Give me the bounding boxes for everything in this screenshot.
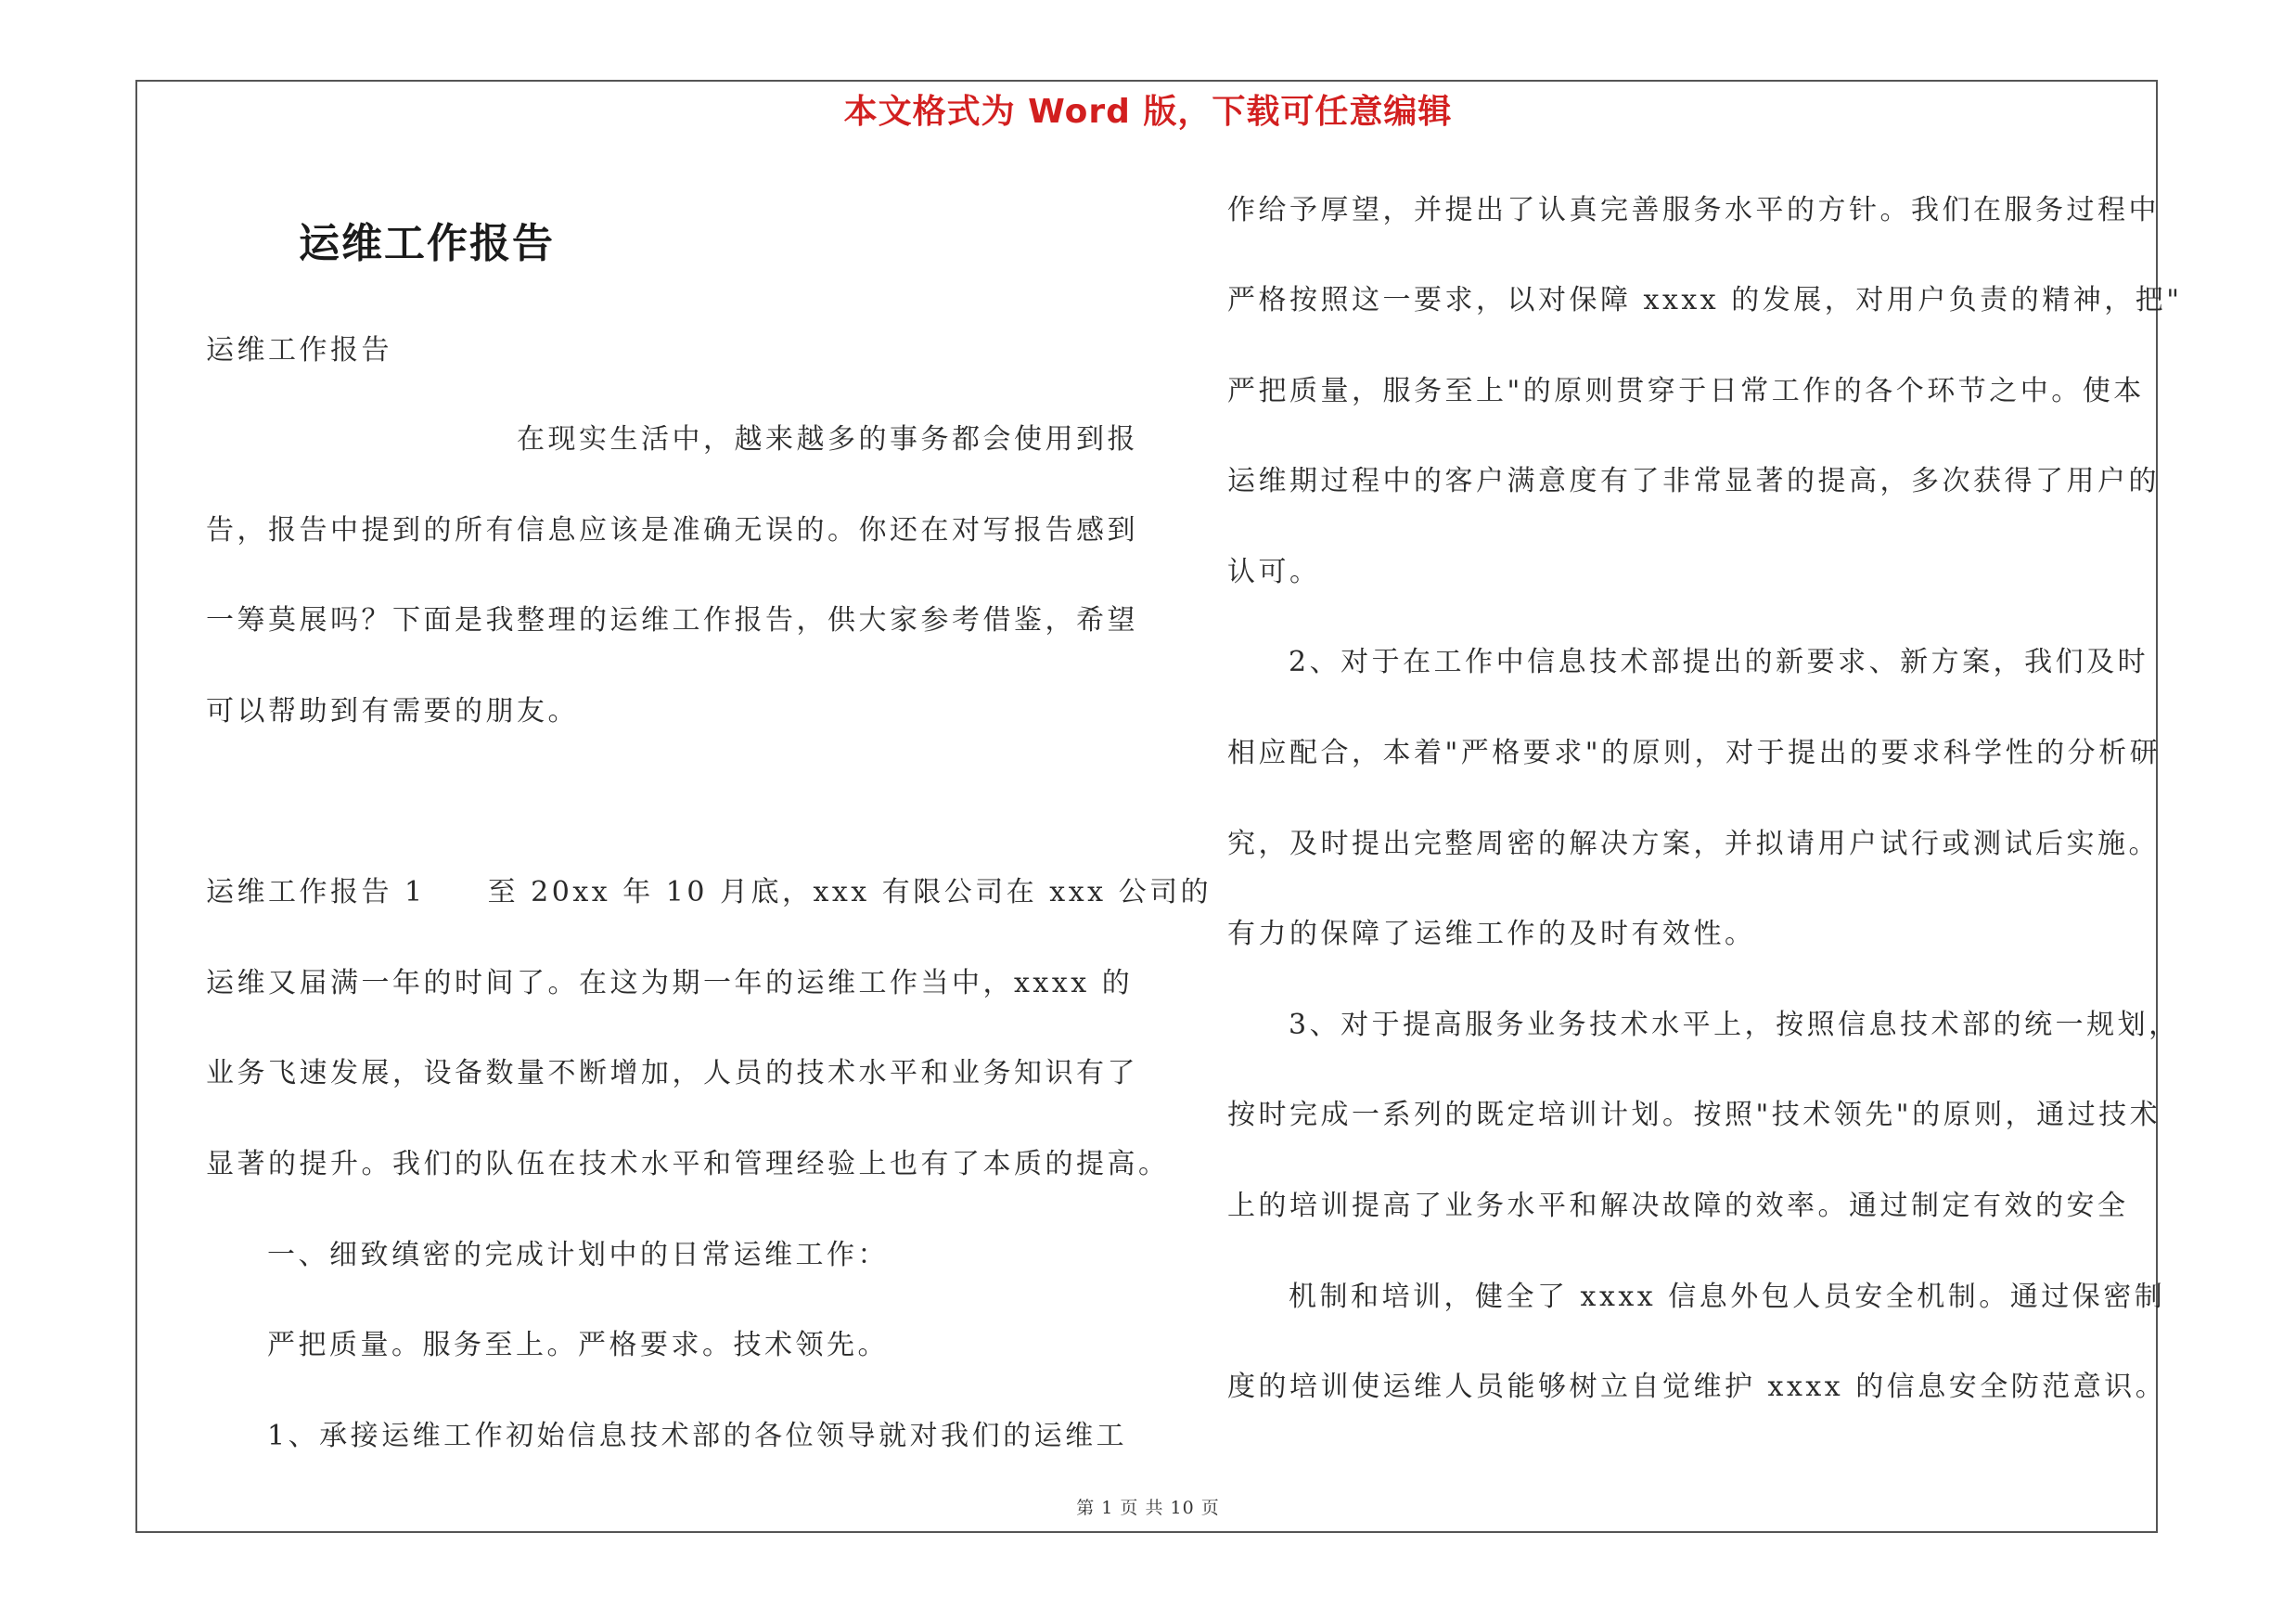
item-2-line-4: 有力的保障了运维工作的及时有效性。	[1227, 918, 1756, 950]
item-3-line-3: 上的培训提高了业务水平和解决故障的效率。通过制定有效的安全	[1227, 1190, 2129, 1222]
report-1-line-1: 运维工作报告 1 至 20xx 年 10 月底，xxx 有限公司在 xxx 公司的	[206, 876, 1212, 908]
report-1-line-2: 运维又届满一年的时间了。在这为期一年的运维工作当中，xxxx 的	[206, 967, 1134, 999]
item-1-line-3: 严格按照这一要求，以对保障 xxxx 的发展，对用户负责的精神，把"	[1227, 284, 2183, 316]
principles-line: 严把质量。服务至上。严格要求。技术领先。	[267, 1329, 889, 1361]
item-3-line-4: 机制和培训，健全了 xxxx 信息外包人员安全机制。通过保密制	[1289, 1281, 2166, 1313]
item-1-line-1: 1、承接运维工作初始信息技术部的各位领导就对我们的运维工	[267, 1420, 1128, 1452]
document-title: 运维工作报告	[299, 220, 555, 267]
intro-line-1: 在现实生活中，越来越多的事务都会使用到报	[517, 423, 1138, 456]
section-1-heading: 一、细致缜密的完成计划中的日常运维工作：	[267, 1239, 889, 1271]
item-1-line-4: 严把质量，服务至上"的原则贯穿于日常工作的各个环节之中。使本	[1227, 375, 2145, 407]
intro-line-4: 可以帮助到有需要的朋友。	[206, 695, 579, 728]
item-2-line-1: 2、对于在工作中信息技术部提出的新要求、新方案，我们及时	[1289, 646, 2149, 678]
item-1-line-5: 运维期过程中的客户满意度有了非常显著的提高，多次获得了用户的	[1227, 465, 2160, 497]
item-3-line-1: 3、对于提高服务业务技术水平上，按照信息技术部的统一规划，	[1289, 1009, 2180, 1041]
item-3-line-5: 度的培训使运维人员能够树立自觉维护 xxxx 的信息安全防范意识。	[1227, 1371, 2167, 1403]
intro-line-3: 一筹莫展吗？下面是我整理的运维工作报告，供大家参考借鉴，希望	[206, 604, 1138, 637]
item-1-line-2: 作给予厚望，并提出了认真完善服务水平的方针。我们在服务过程中	[1227, 194, 2160, 226]
item-3-line-2: 按时完成一系列的既定培训计划。按照"技术领先"的原则，通过技术	[1227, 1099, 2161, 1131]
intro-line-2: 告，报告中提到的所有信息应该是准确无误的。你还在对写报告感到	[206, 514, 1138, 547]
report-1-line-3: 业务飞速发展，设备数量不断增加，人员的技术水平和业务知识有了	[206, 1057, 1138, 1089]
report-1-line-4: 显著的提升。我们的队伍在技术水平和管理经验上也有了本质的提高。	[206, 1148, 1170, 1180]
item-2-line-3: 究，及时提出完整周密的解决方案，并拟请用户试行或测试后实施。	[1227, 828, 2160, 860]
item-2-line-2: 相应配合，本着"严格要求"的原则，对于提出的要求科学性的分析研	[1227, 737, 2161, 769]
word-format-banner: 本文格式为 Word 版，下载可任意编辑	[843, 93, 1453, 131]
page-number-footer: 第 1 页 共 10 页	[1076, 1498, 1220, 1518]
item-1-line-6: 认可。	[1227, 556, 1321, 588]
subtitle-line: 运维工作报告	[206, 334, 392, 367]
